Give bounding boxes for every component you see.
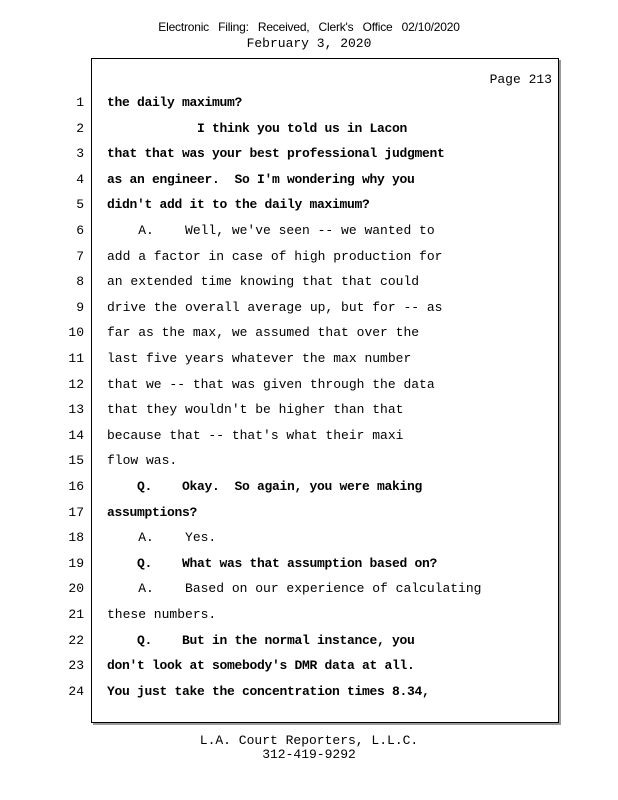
line-number: 5 <box>76 197 84 212</box>
line-number: 4 <box>76 172 84 187</box>
line-number: 14 <box>68 428 84 443</box>
transcript-line: Q. But in the normal instance, you <box>107 633 415 648</box>
transcript-line: didn't add it to the daily maximum? <box>107 197 370 212</box>
transcript-line: You just take the concentration times 8.34, <box>107 684 430 699</box>
transcript-line: don't look at somebody's DMR data at all. <box>107 658 415 673</box>
reporter-company: L.A. Court Reporters, L.L.C. <box>199 733 419 748</box>
transcript-line: far as the max, we assumed that over the <box>107 325 420 340</box>
transcript-line: these numbers. <box>107 607 217 622</box>
transcript-line: that that was your best professional judgment <box>107 146 445 161</box>
line-number: 6 <box>76 223 84 238</box>
transcript-line: that we -- that was given through the data <box>107 377 435 392</box>
line-number: 23 <box>68 658 84 673</box>
line-number: 1 <box>76 95 84 110</box>
line-number: 12 <box>68 377 84 392</box>
line-number: 15 <box>68 453 84 468</box>
transcript-line: Q. Okay. So again, you were making <box>107 479 423 494</box>
line-number: 9 <box>76 300 84 315</box>
line-number: 22 <box>68 633 84 648</box>
transcript-line: an extended time knowing that that could <box>107 274 420 289</box>
transcript-line: drive the overall average up, but for -- as <box>107 300 443 315</box>
line-number: 21 <box>68 607 84 622</box>
transcript-line: add a factor in case of high production for <box>107 249 443 264</box>
transcript-line: Q. What was that assumption based on? <box>107 556 438 571</box>
transcript-line: because that -- that's what their maxi <box>107 428 404 443</box>
line-number: 10 <box>68 325 84 340</box>
transcript-line: as an engineer. So I'm wondering why you <box>107 172 415 187</box>
transcript-line: A. Well, we've seen -- we wanted to <box>107 223 435 238</box>
transcript-date: February 3, 2020 <box>246 36 372 51</box>
line-number: 13 <box>68 402 84 417</box>
line-number: 19 <box>68 556 84 571</box>
transcript-line: A. Based on our experience of calculating <box>107 581 482 596</box>
line-number: 24 <box>68 684 84 699</box>
transcript-line: assumptions? <box>107 505 198 520</box>
page-number: Page 213 <box>489 72 552 87</box>
transcript-line: A. Yes. <box>107 530 217 545</box>
line-number: 2 <box>76 121 84 136</box>
transcript-line: that they wouldn't be higher than that <box>107 402 404 417</box>
line-number: 11 <box>68 351 84 366</box>
line-number: 16 <box>68 479 84 494</box>
transcript-line: I think you told us in Lacon <box>107 121 408 136</box>
line-number: 18 <box>68 530 84 545</box>
transcript-line: flow was. <box>107 453 178 468</box>
line-number: 7 <box>76 249 84 264</box>
line-number: 3 <box>76 146 84 161</box>
reporter-phone: 312-419-9292 <box>262 747 356 762</box>
transcript-line: the daily maximum? <box>107 95 243 110</box>
filing-stamp: Electronic Filing: Received, Clerk's Office 02/10/2020 <box>158 20 460 34</box>
line-number: 20 <box>68 581 84 596</box>
line-number: 17 <box>68 505 84 520</box>
line-number: 8 <box>76 274 84 289</box>
transcript-line: last five years whatever the max number <box>107 351 412 366</box>
